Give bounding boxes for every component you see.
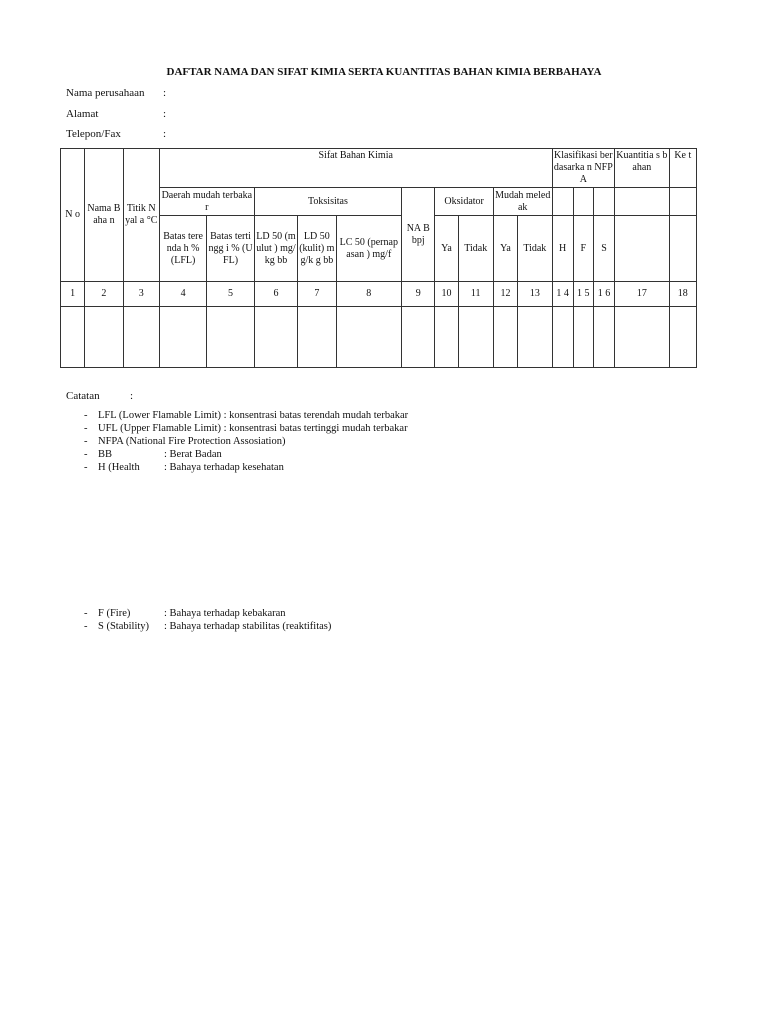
chemical-table (60, 148, 697, 368)
header-blank-kuantitas-2 (615, 216, 670, 282)
col-num: 7 (298, 282, 336, 307)
note-dash: - (84, 449, 88, 460)
note-dash: - (84, 423, 88, 434)
col-num: 8 (336, 282, 402, 307)
table-cell (254, 307, 297, 368)
header-lfl: Batas terenda h % (LFL) (159, 216, 206, 282)
note-dash: - (84, 436, 88, 447)
notes-label: Catatan (66, 390, 100, 402)
note-desc: : Berat Badan (164, 449, 222, 460)
header-oksidator: Oksidator (435, 188, 494, 216)
phone-fax-field (66, 128, 167, 140)
col-num: 1 4 (552, 282, 573, 307)
notes-colon: : (130, 390, 134, 402)
col-num: 1 6 (593, 282, 614, 307)
col-num: 13 (518, 282, 552, 307)
header-toksisitas: Toksisitas (254, 188, 401, 216)
note-key: H (Health (98, 462, 140, 473)
table-cell (123, 307, 159, 368)
table-cell (336, 307, 402, 368)
col-num: 4 (159, 282, 206, 307)
col-num: 1 (61, 282, 85, 307)
header-ket: Ke t (669, 149, 696, 188)
table-cell (61, 307, 85, 368)
note-item (84, 423, 408, 434)
table-cell (435, 307, 458, 368)
note-dash: - (84, 608, 88, 619)
col-num: 12 (493, 282, 517, 307)
note-desc: : Bahaya terhadap kesehatan (164, 462, 284, 473)
table-cell (552, 307, 573, 368)
header-kuantitas: Kuantitia s bahan (615, 149, 670, 188)
note-key: BB (98, 449, 113, 460)
header-klasifikasi-nfpa: Klasifikasi berdasarka n NFPA (552, 149, 615, 188)
col-num: 11 (458, 282, 493, 307)
col-num: 1 5 (573, 282, 593, 307)
header-no: N o (61, 149, 85, 282)
company-name-field (66, 87, 167, 99)
header-titik-nyala: Titik Nyal a °C (123, 149, 159, 282)
note-dash: - (84, 462, 88, 473)
phone-fax-label: Telepon/Fax (66, 128, 121, 140)
table-cell (573, 307, 593, 368)
note-item (84, 436, 285, 447)
header-s: S (593, 216, 614, 282)
note-dash: - (84, 410, 88, 421)
header-oksidator-ya: Ya (435, 216, 458, 282)
note-text: LFL (Lower Flamable Limit) : konsentrasi batas terendah mudah terbakar (98, 410, 409, 421)
col-num: 18 (669, 282, 696, 307)
company-name-colon: : (163, 87, 167, 99)
header-row-1 (61, 149, 697, 188)
col-num: 9 (402, 282, 435, 307)
header-mudah-meledak: Mudah meledak (493, 188, 552, 216)
note-desc: : Bahaya terhadap stabilitas (reaktifitas) (164, 621, 332, 632)
table-cell (518, 307, 552, 368)
header-blank-h (552, 188, 573, 216)
header-ld50-kulit: LD 50 (kulit) mg/k g bb (298, 216, 336, 282)
address-field (66, 108, 167, 120)
header-nama-bahan: Nama Baha n (85, 149, 123, 282)
address-colon: : (163, 108, 167, 120)
note-dash: - (84, 621, 88, 632)
table-cell (159, 307, 206, 368)
header-sifat-bahan-kimia: Sifat Bahan Kimia (159, 149, 552, 188)
note-text: NFPA (National Fire Protection Assosiation) (98, 436, 286, 447)
header-meledak-tidak: Tidak (518, 216, 552, 282)
header-ufl: Batas tertingg i % (UFL) (207, 216, 254, 282)
header-lc50: LC 50 (pernapasan ) mg/f (336, 216, 402, 282)
col-num: 2 (85, 282, 123, 307)
table-cell (593, 307, 614, 368)
column-number-row (61, 282, 697, 307)
header-blank-ket (669, 188, 696, 216)
header-h: H (552, 216, 573, 282)
note-text: UFL (Upper Flamable Limit) : konsentrasi batas tertinggi mudah terbakar (98, 423, 408, 434)
table-cell (207, 307, 254, 368)
table-cell (669, 307, 696, 368)
header-blank-ket-2 (669, 216, 696, 282)
header-ld50-mulut: LD 50 (mulut ) mg/kg bb (254, 216, 297, 282)
header-oksidator-tidak: Tidak (458, 216, 493, 282)
table-cell (458, 307, 493, 368)
header-f: F (573, 216, 593, 282)
note-item (84, 410, 408, 421)
header-blank-kuantitas (615, 188, 670, 216)
note-key: S (Stability) (98, 621, 150, 632)
table-cell (402, 307, 435, 368)
phone-fax-colon: : (163, 128, 167, 140)
col-num: 5 (207, 282, 254, 307)
col-num: 3 (123, 282, 159, 307)
header-blank-f (573, 188, 593, 216)
note-desc: : Bahaya terhadap kebakaran (164, 608, 286, 619)
table-cell (615, 307, 670, 368)
header-daerah-mudah-terbakar: Daerah mudah terbakar (159, 188, 254, 216)
table-row (61, 307, 697, 368)
col-num: 10 (435, 282, 458, 307)
col-num: 6 (254, 282, 297, 307)
header-nab: NA B bpj (402, 188, 435, 282)
table-cell (85, 307, 123, 368)
company-name-label: Nama perusahaan (66, 87, 145, 99)
col-num: 17 (615, 282, 670, 307)
note-key: F (Fire) (98, 608, 131, 619)
table-cell (298, 307, 336, 368)
header-meledak-ya: Ya (493, 216, 517, 282)
table-cell (493, 307, 517, 368)
notes-heading (66, 390, 134, 402)
header-blank-s (593, 188, 614, 216)
document-title: DAFTAR NAMA DAN SIFAT KIMIA SERTA KUANTITAS BAHAN KIMIA BERBAHAYA (166, 66, 602, 78)
address-label: Alamat (66, 108, 99, 120)
